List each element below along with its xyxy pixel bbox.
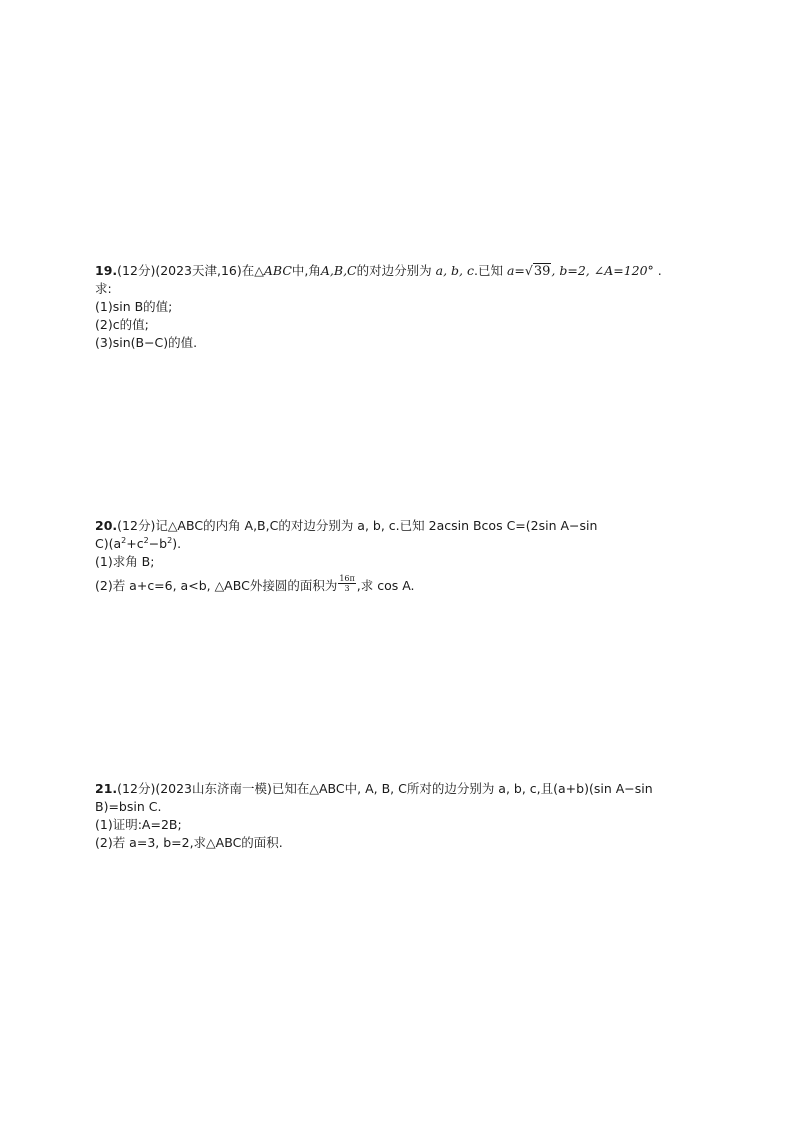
problem-20 bbox=[95, 517, 705, 595]
stem-text: −b bbox=[148, 536, 168, 551]
problem-19-ask: 求: bbox=[95, 281, 112, 296]
problem-19-stem bbox=[95, 262, 705, 280]
problem-19 bbox=[95, 262, 705, 352]
problem-meta: (12分)(2023天津,16) bbox=[117, 263, 242, 278]
radical-sign: √ bbox=[524, 263, 533, 278]
problem-20-stem bbox=[95, 517, 705, 535]
stem-text: C)(a bbox=[95, 536, 122, 551]
problem-20-part-2 bbox=[95, 574, 705, 595]
stem-text: 的对边分别为 bbox=[356, 263, 432, 278]
fraction-numerator: 16π bbox=[339, 574, 355, 583]
part-text: ,求 cos A. bbox=[356, 578, 415, 593]
problem-21-stem-cont: B)=bsin C. bbox=[95, 799, 162, 814]
problem-19-part-2: (2)c的值; bbox=[95, 317, 149, 332]
stem-text: +c bbox=[126, 536, 144, 551]
exponent: 2 bbox=[121, 536, 127, 545]
problem-number: 19. bbox=[95, 263, 118, 278]
problem-19-part-1: (1)sin B的值; bbox=[95, 299, 173, 314]
problem-number: 20. bbox=[95, 518, 118, 533]
stem-text: .已知 bbox=[473, 263, 503, 278]
stem-text: 在△ bbox=[241, 263, 264, 278]
problem-20-stem-cont bbox=[95, 535, 705, 553]
stem-text: ABC bbox=[263, 263, 292, 278]
given-text: , b=2, ∠A=120° bbox=[551, 263, 654, 278]
stem-text: (12分)(2023山东济南一模)已知在△ABC中, A, B, C所对的边分别为 a, b, c,且(a+b)(sin A−sin bbox=[117, 781, 653, 796]
problem-20-part-1: (1)求角 B; bbox=[95, 554, 155, 569]
square-root bbox=[525, 262, 552, 281]
given-text: . bbox=[653, 263, 662, 278]
stem-text: (12分)记△ABC的内角 A,B,C的对边分别为 a, b, c.已知 2acsin Bcos C=(2sin A−sin bbox=[117, 518, 598, 533]
given-text: a= bbox=[506, 263, 525, 278]
problem-21 bbox=[95, 780, 705, 852]
stem-text: ). bbox=[172, 536, 182, 551]
fraction-denominator: 3 bbox=[344, 584, 350, 593]
exponent: 2 bbox=[143, 536, 149, 545]
problem-21-part-1: (1)证明:A=2B; bbox=[95, 817, 182, 832]
fraction bbox=[338, 574, 355, 593]
part-text: (2)若 a+c=6, a<b, △ABC外接圆的面积为 bbox=[95, 578, 338, 593]
stem-text: A,B,C bbox=[320, 263, 357, 278]
exponent: 2 bbox=[167, 536, 173, 545]
stem-text: a, b, c bbox=[435, 263, 474, 278]
problem-number: 21. bbox=[95, 781, 118, 796]
problem-21-stem bbox=[95, 780, 705, 798]
problem-21-part-2: (2)若 a=3, b=2,求△ABC的面积. bbox=[95, 835, 283, 850]
problem-19-part-3: (3)sin(B−C)的值. bbox=[95, 335, 198, 350]
stem-text: 中,角 bbox=[291, 263, 321, 278]
radicand: 39 bbox=[533, 264, 551, 279]
